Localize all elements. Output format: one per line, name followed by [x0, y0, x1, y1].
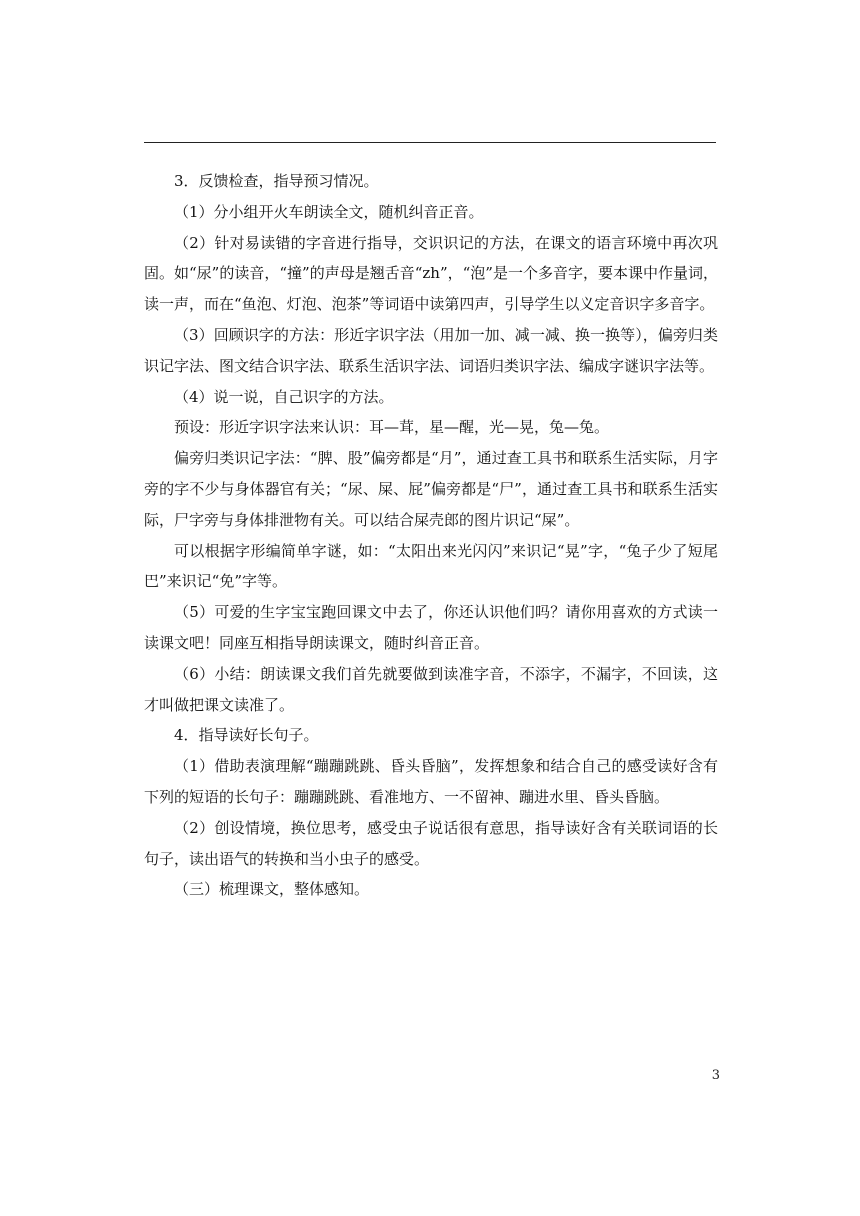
paragraph-item-6: （6）小结：朗读课文我们首先就要做到读准字音，不添字，不漏字，不回读，这才叫做把课文读准了。 [144, 664, 718, 714]
paragraph-radical-method: 偏旁归类识记字法：“脾、股”偏旁都是“月”，通过查工具书和联系生活实际，月字旁的字不少与身体器官有关；“尿、屎、屁”偏旁都是“尸”，通过查工具书和联系生活实际，尸字旁与身体排泄物有关。可以结合屎壳郎的图片识记“屎”。 [144, 449, 718, 529]
paragraph-long-sentence-2: （2）创设情境，换位思考，感受虫子说话很有意思，指导读好含有关联词语的长句子，读出语气的转换和当小虫子的感受。 [144, 818, 718, 868]
page-number: 3 [711, 1068, 720, 1083]
paragraph-item-1: （1）分小组开火车朗读全文，随机纠音正音。 [174, 202, 484, 221]
paragraph-long-sentence-1: （1）借助表演理解“蹦蹦跳跳、昏头昏脑”，发挥想象和结合自己的感受读好含有下列的短语的长句子：蹦蹦跳跳、看准地方、一不留神、蹦进水里、昏头昏脑。 [144, 757, 718, 806]
paragraph-feedback-heading: 3．反馈检查，指导预习情况。 [174, 172, 379, 190]
paragraph-item-4: （4）说一说，自己识字的方法。 [174, 387, 394, 406]
paragraph-long-sentence-heading: 4．指导读好长句子。 [174, 726, 319, 745]
paragraph-preset: 预设：形近字识字法来认识：耳—茸，星—醒，光—晃，兔—兔。 [174, 418, 610, 437]
paragraph-item-5: （5）可爱的生字宝宝跑回课文中去了，你还认识他们吗？请你用喜欢的方式读一读课文吧！同座互相指导朗读课文，随时纠音正音。 [144, 603, 718, 652]
paragraph-riddle-method: 可以根据字形编简单字谜，如：“太阳出来光闪闪”来识记“晃”字，“兔子少了短尾巴”来识记“免”字等。 [144, 541, 718, 591]
paragraph-section-three: （三）梳理课文，整体感知。 [174, 880, 370, 899]
paragraph-item-3: （3）回顾识字的方法：形近字识字法（用加一加、减一减、换一换等），偏旁归类识记字法、图文结合识字法、联系生活识字法、词语归类识字法、编成字谜识字法等。 [144, 325, 718, 375]
paragraph-item-2: （2）针对易读错的字音进行指导，交识识记的方法，在课文的语言环境中再次巩固。如“尿”的读音，“撞”的声母是翘舌音“zh”，“泡”是一个多音字，要本课中作量词，读一声，而在“鱼泡、灯泡、泡茶”等词语中读第四声，引导学生以义定音识字多音字。 [144, 233, 718, 314]
header-divider [144, 142, 716, 143]
document-body [144, 166, 718, 905]
